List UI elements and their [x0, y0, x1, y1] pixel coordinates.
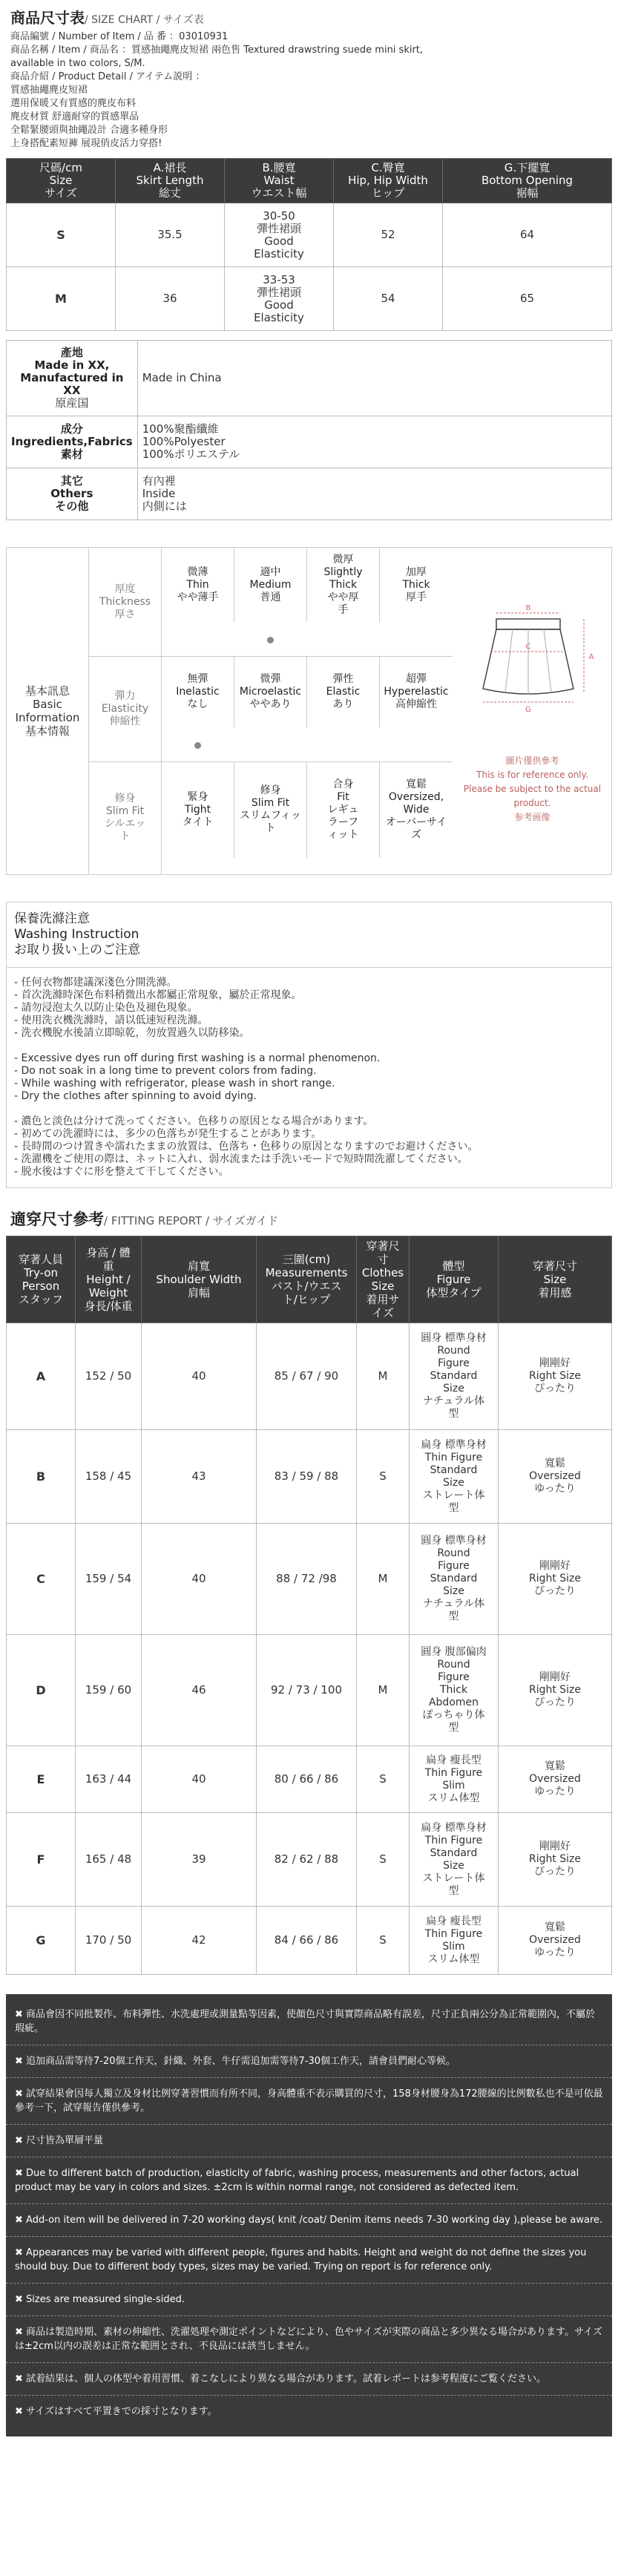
wash-line: - Dry the clothes after spinning to avoid dying. [14, 1090, 257, 1102]
fitting-title: 適穿尺寸參考 [10, 1210, 104, 1228]
fitting-subtitle: / FITTING REPORT / サイズガイド [104, 1214, 279, 1228]
elasticity-option-microelastic: 微彈 Microelastic ややあり [234, 656, 307, 727]
note-item: ✖ サイズはすべて平置きでの採寸となります。 [15, 2406, 217, 2417]
size-chart-subtitle: / SIZE CHART / サイズ表 [85, 14, 204, 26]
shoulder-width: 43 [142, 1430, 257, 1524]
note-item: ✖ Appearances may be varied with different people, figures and habits. Height and weight do not define the sizes you should buy. Due to different body types, sizes may be varied. Trying on report is for reference only. [6, 2237, 612, 2284]
info-line: 商品編號 / Number of Item / 品 番 ：03010931 [10, 31, 229, 42]
header-person: 穿著人員 Try-on Person スタッフ [7, 1236, 76, 1323]
fitting-row [7, 1430, 612, 1524]
measurements: 84 / 66 / 86 [257, 1907, 357, 1975]
height-weight: 159 / 54 [76, 1524, 142, 1635]
measurements: 85 / 67 / 90 [257, 1323, 357, 1430]
label-b: B [525, 604, 531, 612]
illustration-note: 圖片僅供參考 This is for reference only. Please be subject to the actual product. 参考画像 [463, 756, 602, 822]
header-length: A.裙長 Skirt Length 総丈 [116, 159, 225, 203]
length-value: 36 [116, 267, 225, 331]
figure-type: 扁身 瘦長型 Thin Figure Slim スリム体型 [410, 1746, 499, 1813]
elasticity-row [89, 656, 453, 762]
bottom-value: 65 [443, 267, 612, 331]
person-id: A [7, 1323, 76, 1430]
thickness-option-slightly-thick: 微厚 Slightly Thick やや厚 手 [307, 548, 380, 622]
wash-line: - Do not soak in a long time to prevent colors from fading. [14, 1065, 317, 1077]
measurements: 83 / 59 / 88 [257, 1430, 357, 1524]
clothes-size: S [357, 1430, 410, 1524]
basic-info-label: 基本訊息 Basic Information 基本情報 [7, 548, 89, 874]
fit-option-oversized: 寬鬆 Oversized, Wide オーバーサイ ズ [385, 778, 447, 841]
info-line: 商品介紹 / Product Detail / アイテム説明 ： [10, 71, 206, 82]
note-item: ✖ 追加商品需等待7-20個工作天，針織、外套、牛仔需追加需等待7-30個工作天，請會員們耐心等候。 [6, 2045, 612, 2078]
person-id: C [7, 1524, 76, 1635]
waist-value: 30-50 彈性裙頭 Good Elasticity [225, 203, 334, 267]
shoulder-width: 46 [142, 1635, 257, 1746]
fit-label: 修身 Slim Fit シルエッ ト [89, 761, 162, 874]
fitting-table [6, 1236, 612, 1975]
wash-line: - While washing with refrigerator, please wash in short range. [14, 1078, 335, 1089]
note-item: ✖ Due to different batch of production, elasticity of fabric, washing process, measurements and other factors, actual product may be vary in colors and sizes. ±2cm is within normal range, not considered as defected item. [6, 2157, 612, 2204]
fit-feel: 剛剛好 Right Size ぴったり [499, 1813, 612, 1907]
figure-type: 圓身 標準身材 Round Figure Standard Size ナチュラル体 型 [410, 1323, 499, 1430]
header-bottom: G.下擺寬 Bottom Opening 裾幅 [443, 159, 612, 203]
fit-option-slim: 修身 Slim Fit スリムフィッ ト [234, 761, 307, 858]
size-table [6, 158, 612, 331]
wash-line: - 脱水後はすぐに形を整えて干してください。 [14, 1166, 229, 1178]
shoulder-width: 40 [142, 1524, 257, 1635]
origin-row [7, 341, 612, 416]
person-id: D [7, 1635, 76, 1746]
height-weight: 170 / 50 [76, 1907, 142, 1975]
label-c: C [525, 643, 531, 651]
hip-value: 54 [334, 267, 443, 331]
header-shoulder: 肩寬 Shoulder Width 肩幅 [142, 1236, 257, 1323]
label-a: A [588, 653, 594, 661]
product-meta-table [6, 340, 612, 520]
length-value: 35.5 [116, 203, 225, 267]
fit-option-tight: 緊身 Tight タイト [162, 761, 234, 858]
fitting-row [7, 1323, 612, 1430]
wash-line: - 洗濯機をご使用の際は、ネットに入れ、弱水流または手洗いモードで短時間洗濯してください。 [14, 1153, 468, 1165]
person-id: E [7, 1746, 76, 1813]
elasticity-option-hyperelastic: 超彈 Hyperelastic 高伸縮性 [384, 672, 449, 710]
note-item: ✖ 商品は製造時期、素材の伸縮性、洗濯処理や測定ポイントなどにより、色やサイズが実際の商品と多少異なる場合があります。サイズは±2cm以内の誤差は正常な範囲とされ、不良品には該当しません。 [6, 2316, 612, 2363]
figure-type: 圓身 腹部偏肉 Round Figure Thick Abdomen ぽっちゃり体 型 [410, 1635, 499, 1746]
info-line: 商品名稱 / Item / 商品名 ：質感抽繩麂皮短裙 兩色售 Textured drawstring suede mini skirt, [10, 45, 424, 56]
fit-row [89, 761, 453, 874]
selection-dot [267, 637, 274, 643]
header-feel: 穿著尺寸 Size 着用感 [499, 1236, 612, 1323]
header-clothes-size: 穿著尺 寸 Clothes Size 着用サ イズ [357, 1236, 410, 1323]
note-item: ✖ 試着結果は、個人の体型や着用習慣、着こなしにより異なる場合があります。試着レポートは参考程度にご覧ください。 [6, 2363, 612, 2396]
wash-line: - 洗衣機脫水後請立即晾乾，勿放置過久以防移染。 [14, 1027, 250, 1039]
pleat-line [505, 629, 513, 692]
figure-type: 扁身 瘦長型 Thin Figure Slim スリム体型 [410, 1907, 499, 1975]
measurements: 80 / 66 / 86 [257, 1746, 357, 1813]
pleat-line [544, 629, 551, 692]
washing-title: 保養洗滌注意 Washing Instruction お取り扱い上のご注意 [7, 902, 611, 968]
waistband-shape [496, 619, 560, 629]
fit-feel: 剛剛好 Right Size ぴったり [499, 1524, 612, 1635]
note-item: ✖ Sizes are measured single-sided. [6, 2284, 612, 2316]
header-hip: C.臀寬 Hip, Hip Width ヒップ [334, 159, 443, 203]
origin-value: Made in China [137, 341, 611, 416]
wash-line: - Excessive dyes run off during first washing is a normal phenomenon. [14, 1052, 381, 1064]
notes-panel [6, 1994, 612, 2436]
others-row [7, 468, 612, 520]
measurements: 82 / 62 / 88 [257, 1813, 357, 1907]
basic-info-box [6, 547, 612, 875]
size-label: S [7, 203, 116, 267]
wash-line: - 請勿浸泡太久以防止染色及褪色現象。 [14, 1002, 198, 1014]
basic-info-grid [89, 548, 453, 874]
height-weight: 163 / 44 [76, 1746, 142, 1813]
fitting-row [7, 1635, 612, 1746]
info-line: 全鬆緊腰頭與抽繩設計 合適多種身形 [10, 125, 168, 136]
size-table-header [7, 159, 612, 203]
washing-body [7, 968, 611, 1187]
fit-feel: 寬鬆 Oversized ゆったり [499, 1430, 612, 1524]
thickness-label: 厚度 Thickness 厚さ [89, 548, 162, 656]
header-height-weight: 身高 / 體 重 Height / Weight 身長/体重 [76, 1236, 142, 1323]
height-weight: 158 / 45 [76, 1430, 142, 1524]
origin-label: 產地 Made in XX, Manufactured in XX 原産国 [7, 341, 138, 416]
fitting-row [7, 1746, 612, 1813]
info-line: 上身搭配素短褲 展現俏皮活力穿搭! [10, 138, 162, 149]
shoulder-width: 40 [142, 1323, 257, 1430]
header-figure: 體型 Figure 体型タイプ [410, 1236, 499, 1323]
height-weight: 165 / 48 [76, 1813, 142, 1907]
height-weight: 152 / 50 [76, 1323, 142, 1430]
skirt-illustration [453, 548, 611, 874]
person-id: G [7, 1907, 76, 1975]
size-chart-heading [0, 0, 618, 27]
bottom-value: 64 [443, 203, 612, 267]
note-item: ✖ 尺寸皆為單層平量 [6, 2125, 612, 2157]
elasticity-option-elastic: 彈性 Elastic あり [307, 656, 380, 727]
wash-line: - 使用洗衣機洗滌時，請以低速短程洗滌。 [14, 1015, 208, 1026]
fitting-heading [10, 1207, 618, 1230]
clothes-size: M [357, 1323, 410, 1430]
elasticity-label: 彈力 Elasticity 伸縮性 [89, 656, 162, 761]
person-id: F [7, 1813, 76, 1907]
thickness-option-thin: 微薄 Thin やや薄手 [162, 548, 234, 622]
clothes-size: S [357, 1746, 410, 1813]
figure-type: 扁身 標準身材 Thin Figure Standard Size ストレート体 型 [410, 1430, 499, 1524]
fitting-row [7, 1524, 612, 1635]
washing-box [6, 902, 612, 1188]
info-line: 選用保暖又有質感的麂皮布料 [10, 98, 137, 109]
wash-line: - 濃色と淡色は分けて洗ってください。色移りの原因となる場合があります。 [14, 1115, 374, 1127]
composition-value: 100%聚酯纖維 100%Polyester 100%ポリエステル [137, 416, 611, 468]
wash-line: - 首次洗滌時深色布料稍微出水都屬正常現象，屬於正常現象。 [14, 989, 302, 1001]
info-line: 麂皮材質 舒適耐穿的質感單品 [10, 111, 139, 122]
clothes-size: S [357, 1813, 410, 1907]
header-measurements: 三圍(cm) Measurements バスト/ウエス ト/ヒップ [257, 1236, 357, 1323]
clothes-size: S [357, 1907, 410, 1975]
others-value: 有內裡 Inside 内側には [137, 468, 611, 520]
thickness-option-thick: 加厚 Thick 厚手 [402, 566, 430, 603]
figure-type: 圓身 標準身材 Round Figure Standard Size ナチュラル体 型 [410, 1524, 499, 1635]
clothes-size: M [357, 1524, 410, 1635]
product-info [0, 27, 618, 151]
fitting-header [7, 1236, 612, 1323]
elasticity-option-inelastic: 無彈 Inelastic なし [162, 656, 234, 727]
header-size: 尺碼/cm Size サイズ [7, 159, 116, 203]
label-g: G [525, 706, 531, 714]
composition-label: 成分 Ingredients,Fabrics 素材 [7, 416, 138, 468]
fitting-row [7, 1907, 612, 1975]
shoulder-width: 39 [142, 1813, 257, 1907]
fitting-row [7, 1813, 612, 1907]
wash-line: - 長時間のつけ置きや濡れたままの放置は、色落ち・色移りの原因となりますのでお避けください。 [14, 1141, 479, 1153]
fit-feel: 寬鬆 Oversized ゆったり [499, 1746, 612, 1813]
size-chart-title: 商品尺寸表 [10, 9, 85, 27]
height-weight: 159 / 60 [76, 1635, 142, 1746]
size-label: M [7, 267, 116, 331]
skirt-diagram [453, 548, 611, 748]
measurements: 92 / 73 / 100 [257, 1635, 357, 1746]
figure-type: 扁身 標準身材 Thin Figure Standard Size ストレート体 型 [410, 1813, 499, 1907]
note-item: ✖ 商品會因不同批製作、布料彈性、水洗處理或測量點等因素，使顏色尺寸與實際商品略有誤差，尺寸正負兩公分為正常範圍內，不屬於瑕疵。 [6, 1999, 612, 2045]
wash-line: - 任何衣物都建議深淺色分開洗滌。 [14, 977, 177, 989]
thickness-row [89, 548, 453, 657]
waist-value: 33-53 彈性裙頭 Good Elasticity [225, 267, 334, 331]
wash-line: - 初めての洗濯時には、多少の色落ちが発生することがあります。 [14, 1128, 322, 1140]
composition-row [7, 416, 612, 468]
fit-option-regular: 合身 Fit レギュ ラーフ ィット [307, 761, 380, 858]
info-line: 質感抽繩麂皮短裙 [10, 85, 88, 96]
hip-value: 52 [334, 203, 443, 267]
shoulder-width: 42 [142, 1907, 257, 1975]
shoulder-width: 40 [142, 1746, 257, 1813]
note-item: ✖ 試穿結果會因每人獨立及身材比例穿著習慣而有所不同，身高體重不表示購買的尺寸，158身材腰身為172腰線的比例數私也不是可依最參考一下，試穿報告僅供參考。 [6, 2078, 612, 2125]
info-line: available in two colors, S/M. [10, 58, 145, 69]
clothes-size: M [357, 1635, 410, 1746]
selection-dot [194, 742, 201, 749]
fit-feel: 寬鬆 Oversized ゆったり [499, 1907, 612, 1975]
header-waist: B.腰寬 Waist ウエスト幅 [225, 159, 334, 203]
size-row [7, 203, 612, 267]
note-item: ✖ Add-on item will be delivered in 7-20 working days( knit /coat/ Denim items needs 7-30 working day ),please be aware. [6, 2204, 612, 2237]
person-id: B [7, 1430, 76, 1524]
fit-feel: 剛剛好 Right Size ぴったり [499, 1635, 612, 1746]
size-row [7, 267, 612, 331]
fit-feel: 剛剛好 Right Size ぴったり [499, 1323, 612, 1430]
measurements: 88 / 72 /98 [257, 1524, 357, 1635]
thickness-option-medium: 適中 Medium 普通 [234, 548, 307, 622]
others-label: 其它 Others その他 [7, 468, 138, 520]
